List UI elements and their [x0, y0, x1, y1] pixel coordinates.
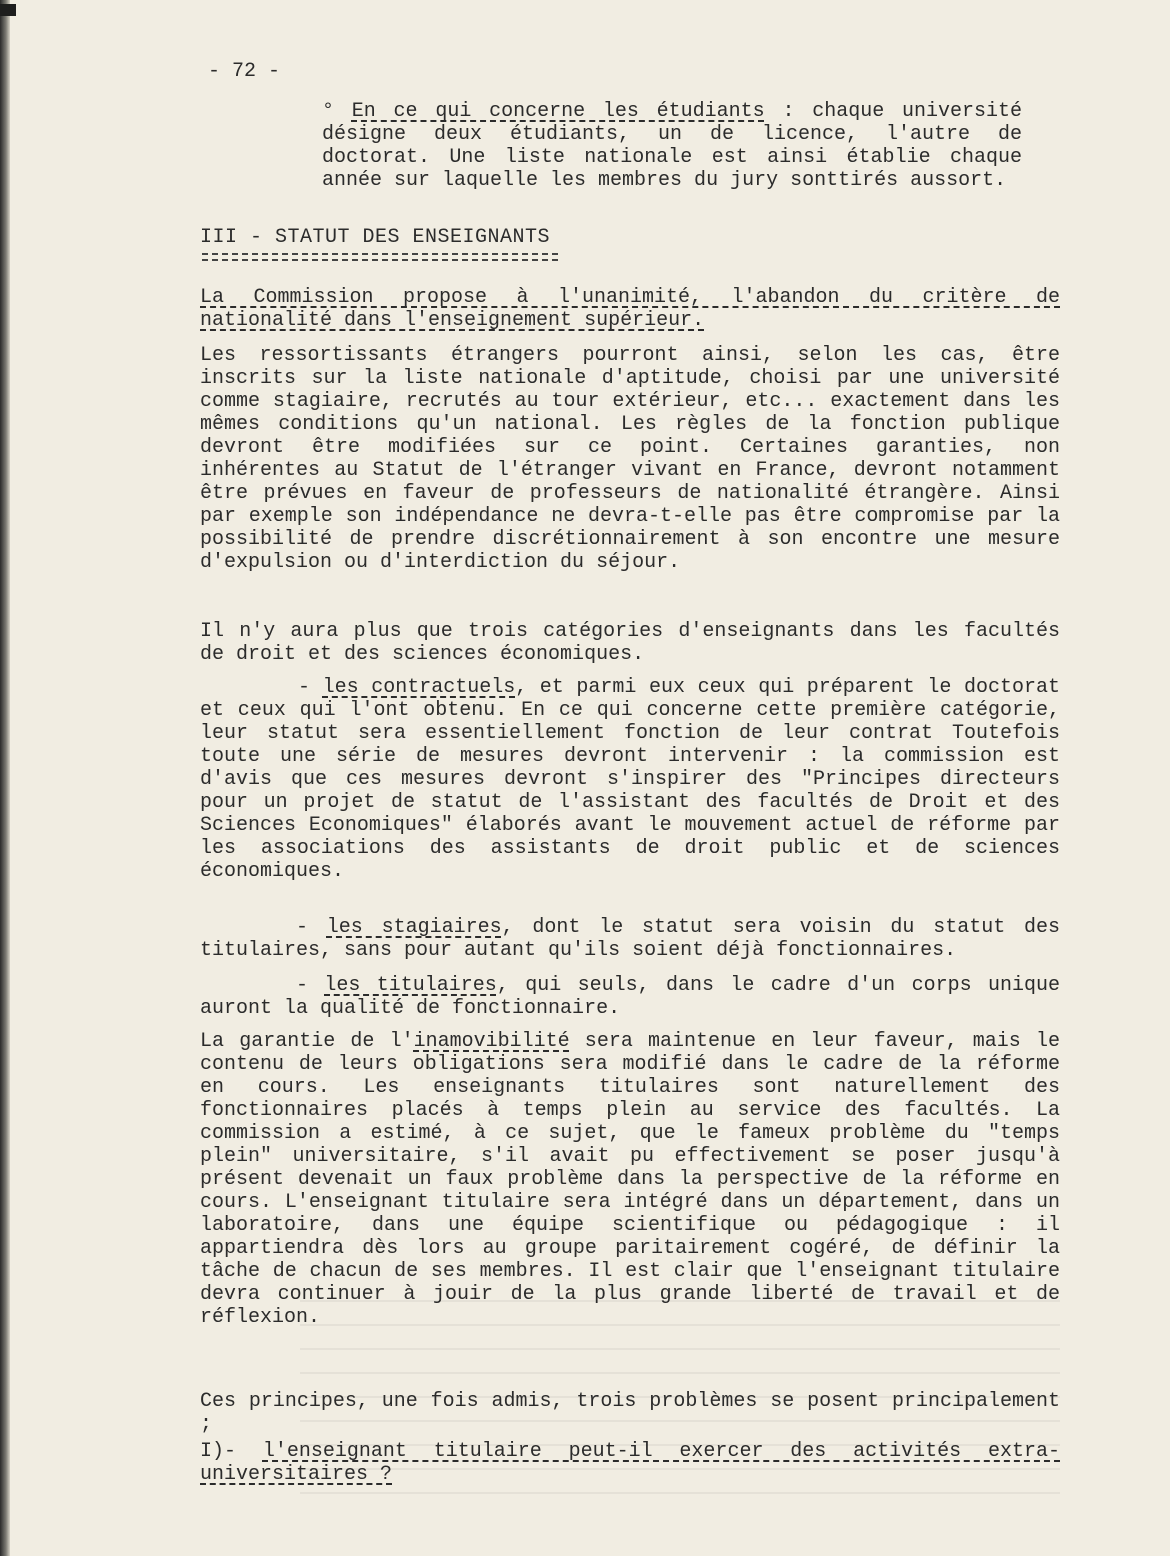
- question-one: [200, 1440, 1060, 1486]
- titulaires-text: , qui seuls, dans le cadre d'un corps unique auront la qualité de fonctionnaire.: [200, 974, 1060, 1020]
- commission-statement: La Commission propose à l'unanimité, l'abandon du critère de nationalité dans l'enseignement supérieur.: [200, 286, 1060, 332]
- heading-underline-double: [202, 259, 558, 261]
- contractuels-term: les contractuels: [322, 676, 516, 699]
- stagiaires-text: , dont le statut sera voisin du statut des titulaires, sans pour autant qu'ils soient déjà fonctionnaires.: [200, 916, 1060, 962]
- stagiaires-term: les stagiaires: [326, 916, 502, 939]
- contractuels-dash: -: [298, 676, 323, 699]
- category-contractuels: [200, 676, 1060, 883]
- page-binding-edge: [0, 0, 10, 1556]
- binding-mark: [0, 4, 16, 16]
- students-underlined: En ce qui concerne les étudiants: [351, 100, 765, 123]
- question-number: I)-: [200, 1440, 263, 1463]
- titulaires-term: les titulaires: [324, 974, 497, 997]
- contractuels-text: , et parmi eux ceux qui préparent le doctorat et ceux qui l'ont obtenu. En ce qui concerne cette première catégorie, leur statut sera essentiellement fonction de leur contrat Toutefois toute une série de mesures devront intervenir : la commission est d'avis que ces mesures devront s'inspirer des "Principes directeurs pour un projet de statut de l'assistant des facultés de Droit et des Sciences Economiques" élaborés avant le mouvement actuel de réforme par les associations des assistants de droit public et de sciences économiques.: [200, 676, 1060, 883]
- paragraph-categories: Il n'y aura plus que trois catégories d'enseignants dans les facultés de droit et des sciences économiques.: [200, 620, 1060, 666]
- heading-underline: [202, 253, 558, 255]
- page-number: - 72 -: [208, 60, 281, 83]
- students-text: : chaque université désigne deux étudiants, un de licence, l'autre de doctorat. Une liste nationale est ainsi établie chaque année sur laquelle les membres du jury sonttirés aussort.: [322, 100, 1023, 192]
- paragraph-foreigners: Les ressortissants étrangers pourront ainsi, selon les cas, être inscrits sur la liste nationale d'aptitude, choisi par une université comme stagiaire, recrutés au tour extérieur, etc... exactement dans les mêmes conditions qu'un national. Les règles de la fonction publique devront être modifiées sur ce point. Certaines garanties, non inhérentes au Statut de l'étranger vivant en France, devront notamment être prévues en faveur de professeurs de nationalité étrangère. Ainsi par exemple son indépendance ne devra-t-elle pas être compromise par la possibilité de prendre discrétionnairement à son encontre une mesure d'expulsion ou d'interdiction du séjour.: [200, 344, 1060, 574]
- section-heading: III - STATUT DES ENSEIGNANTS: [200, 226, 551, 249]
- category-stagiaires: [200, 916, 1060, 962]
- students-bullet: °: [322, 100, 352, 123]
- inamovibilite-before: La garantie de l': [200, 1030, 414, 1053]
- students-paragraph: [322, 100, 1022, 192]
- category-titulaires: [200, 974, 1060, 1020]
- stagiaires-dash: -: [296, 916, 327, 939]
- inamovibilite-text: sera maintenue en leur faveur, mais le contenu de leurs obligations sera modifié dans le cadre de la réforme en cours. Les enseignants titulaires sont naturellement des fonctionnaires placés à temps plein au service des facultés. La commission a estimé, à ce sujet, que le fameux problème du "temps plein" universitaire, s'il avait pu effectivement se poser jusqu'à présent devenait un faux problème dans la perspective de la réforme en cours. L'enseignant titulaire sera intégré dans un département, dans un laboratoire, dans une équipe scientifique ou pédagogique : il appartiendra dès lors au groupe paritairement cogéré, de définir la tâche de chacun de ses membres. Il est clair que l'enseignant titulaire devra continuer à jouir de la plus grande liberté de travail et de réflexion.: [200, 1030, 1060, 1329]
- question-text: l'enseignant titulaire peut-il exercer des activités extra-universitaires ?: [200, 1440, 1060, 1486]
- inamovibilite-term: inamovibilité: [413, 1030, 570, 1053]
- paragraph-principles: Ces principes, une fois admis, trois problèmes se posent principalement ;: [200, 1390, 1060, 1436]
- paragraph-inamovibilite: [200, 1030, 1060, 1329]
- titulaires-dash: -: [296, 974, 325, 997]
